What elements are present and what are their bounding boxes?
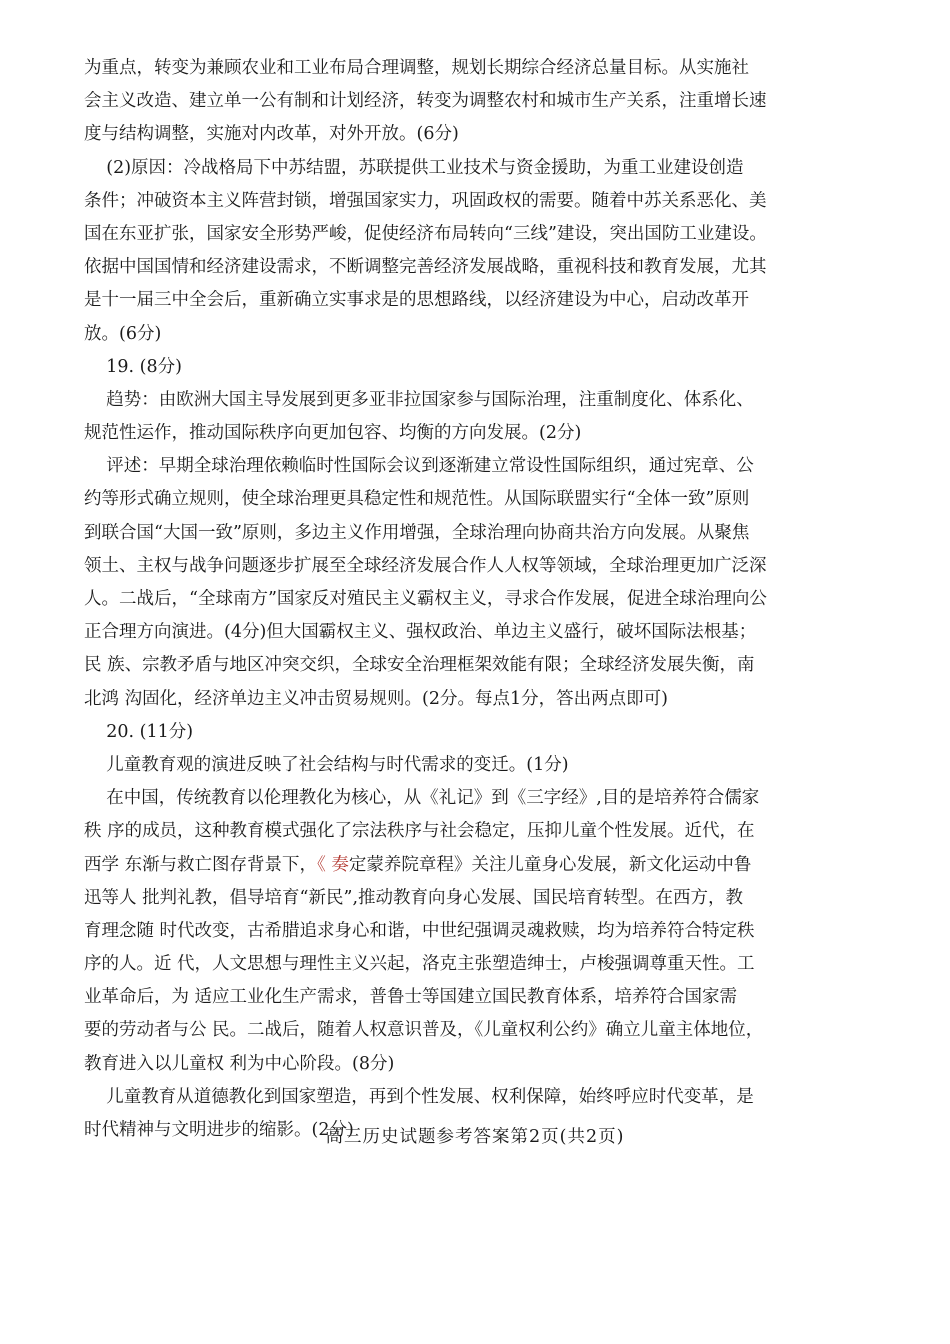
text-line: 教育进入以儿童权 利为中心阶段。(8分) xyxy=(84,1053,395,1074)
text-line: 正合理方向演进。(4分)但大国霸权主义、强权政治、单边主义盛行，破坏国际法根基； xyxy=(84,622,757,643)
text-line: 迅等人 批判礼教，倡导培育“新民”,推动教育向身心发展、国民培育转型。在西方，教 xyxy=(84,887,744,908)
text-line: 到联合国“大国一致”原则，多边主义作用增强，全球治理向协商共治方向发展。从聚焦 xyxy=(84,522,750,543)
text-line: (2)原因：冷战格局下中苏结盟，苏联提供工业技术与资金援助，为重工业建设创造 xyxy=(84,157,744,178)
text-line: 领土、主权与战争问题逐步扩展至全球经济发展合作人人权等领域，全球治理更加广泛深 xyxy=(84,555,767,576)
text-line: 儿童教育观的演进反映了社会结构与时代需求的变迁。(1分) xyxy=(84,754,569,775)
text-line: 19. (8分) xyxy=(84,356,182,377)
text-line: 业革命后，为 适应工业化生产需求，普鲁士等国建立国民教育体系，培养符合国家需 xyxy=(84,987,738,1008)
text-line: 20. (11分) xyxy=(84,721,194,742)
text-line: 育理念随 时代改变，古希腊追求身心和谐，中世纪强调灵魂救赎，均为培养符合特定秩 xyxy=(84,920,755,941)
text-line: 序的人。近 代，人文思想与理性主义兴起，洛克主张塑造绅士，卢梭强调尊重天性。工 xyxy=(84,954,755,975)
answer-text-body xyxy=(84,52,870,1147)
highlighted-text: 《 奏 xyxy=(317,854,349,875)
text-line: 趋势：由欧洲大国主导发展到更多亚非拉国家参与国际治理，注重制度化、体系化、 xyxy=(84,389,754,410)
text-line: 度与结构调整，实施对内改革，对外开放。(6分) xyxy=(84,124,459,145)
text-line: 西学 东渐与救亡图存背景下，《 奏定蒙养院章程》关注儿童身心发展，新文化运动中鲁 xyxy=(84,854,752,875)
text-line: 人。二战后，“全球南方”国家反对殖民主义霸权主义，寻求合作发展，促进全球治理向公 xyxy=(84,589,767,609)
page-footer: 高三历史试题参考答案第2页(共2页) xyxy=(325,1127,625,1147)
text-line: 民 族、宗教矛盾与地区冲突交织，全球安全治理框架效能有限；全球经济发展失衡，南 xyxy=(84,655,755,676)
text-line: 会主义改造、建立单一公有制和计划经济，转变为调整农村和城市生产关系，注重增长速 xyxy=(84,91,767,112)
text-line: 规范性运作，推动国际秩序向更加包容、均衡的方向发展。(2分) xyxy=(84,423,582,444)
text-line: 秩 序的成员，这种教育模式强化了宗法秩序与社会稳定，压抑儿童个性发展。近代，在 xyxy=(84,821,755,842)
text-line: 要的劳动者与公 民。二战后，随着人权意识普及，《儿童权利公约》确立儿童主体地位， xyxy=(84,1020,764,1041)
text-line: 条件；冲破资本主义阵营封锁，增强国家实力，巩固政权的需要。随着中苏关系恶化、美 xyxy=(84,190,767,211)
text-line: 时代精神与文明进步的缩影。(2分) xyxy=(84,1120,354,1140)
text-line: 儿童教育从道德教化到国家塑造，再到个性发展、权利保障，始终呼应时代变革，是 xyxy=(84,1086,754,1107)
text-line: 评述：早期全球治理依赖临时性国际会议到逐渐建立常设性国际组织，通过宪章、公 xyxy=(84,456,754,477)
text-line: 国在东亚扩张，国家安全形势严峻，促使经济布局转向“三线”建设，突出国防工业建设。 xyxy=(84,223,767,244)
text-line: 为重点，转变为兼顾农业和工业布局合理调整，规划长期综合经济总量目标。从实施社 xyxy=(84,58,749,78)
text-line: 约等形式确立规则，使全球治理更具稳定性和规范性。从国际联盟实行“全体一致”原则 xyxy=(84,489,750,510)
text-line: 放。(6分) xyxy=(84,323,162,344)
text-line: 依据中国国情和经济建设需求，不断调整完善经济发展战略，重视科技和教育发展，尤其 xyxy=(84,257,767,278)
text-line: 在中国，传统教育以伦理教化为核心，从《礼记》到《三字经》,目的是培养符合儒家 xyxy=(84,788,760,809)
text-line: 北鸿 沟固化，经济单边主义冲击贸易规则。(2分。每点1分，答出两点即可) xyxy=(84,688,668,709)
text-line: 是十一届三中全会后，重新确立实事求是的思想路线，以经济建设为中心，启动改革开 xyxy=(84,290,749,311)
